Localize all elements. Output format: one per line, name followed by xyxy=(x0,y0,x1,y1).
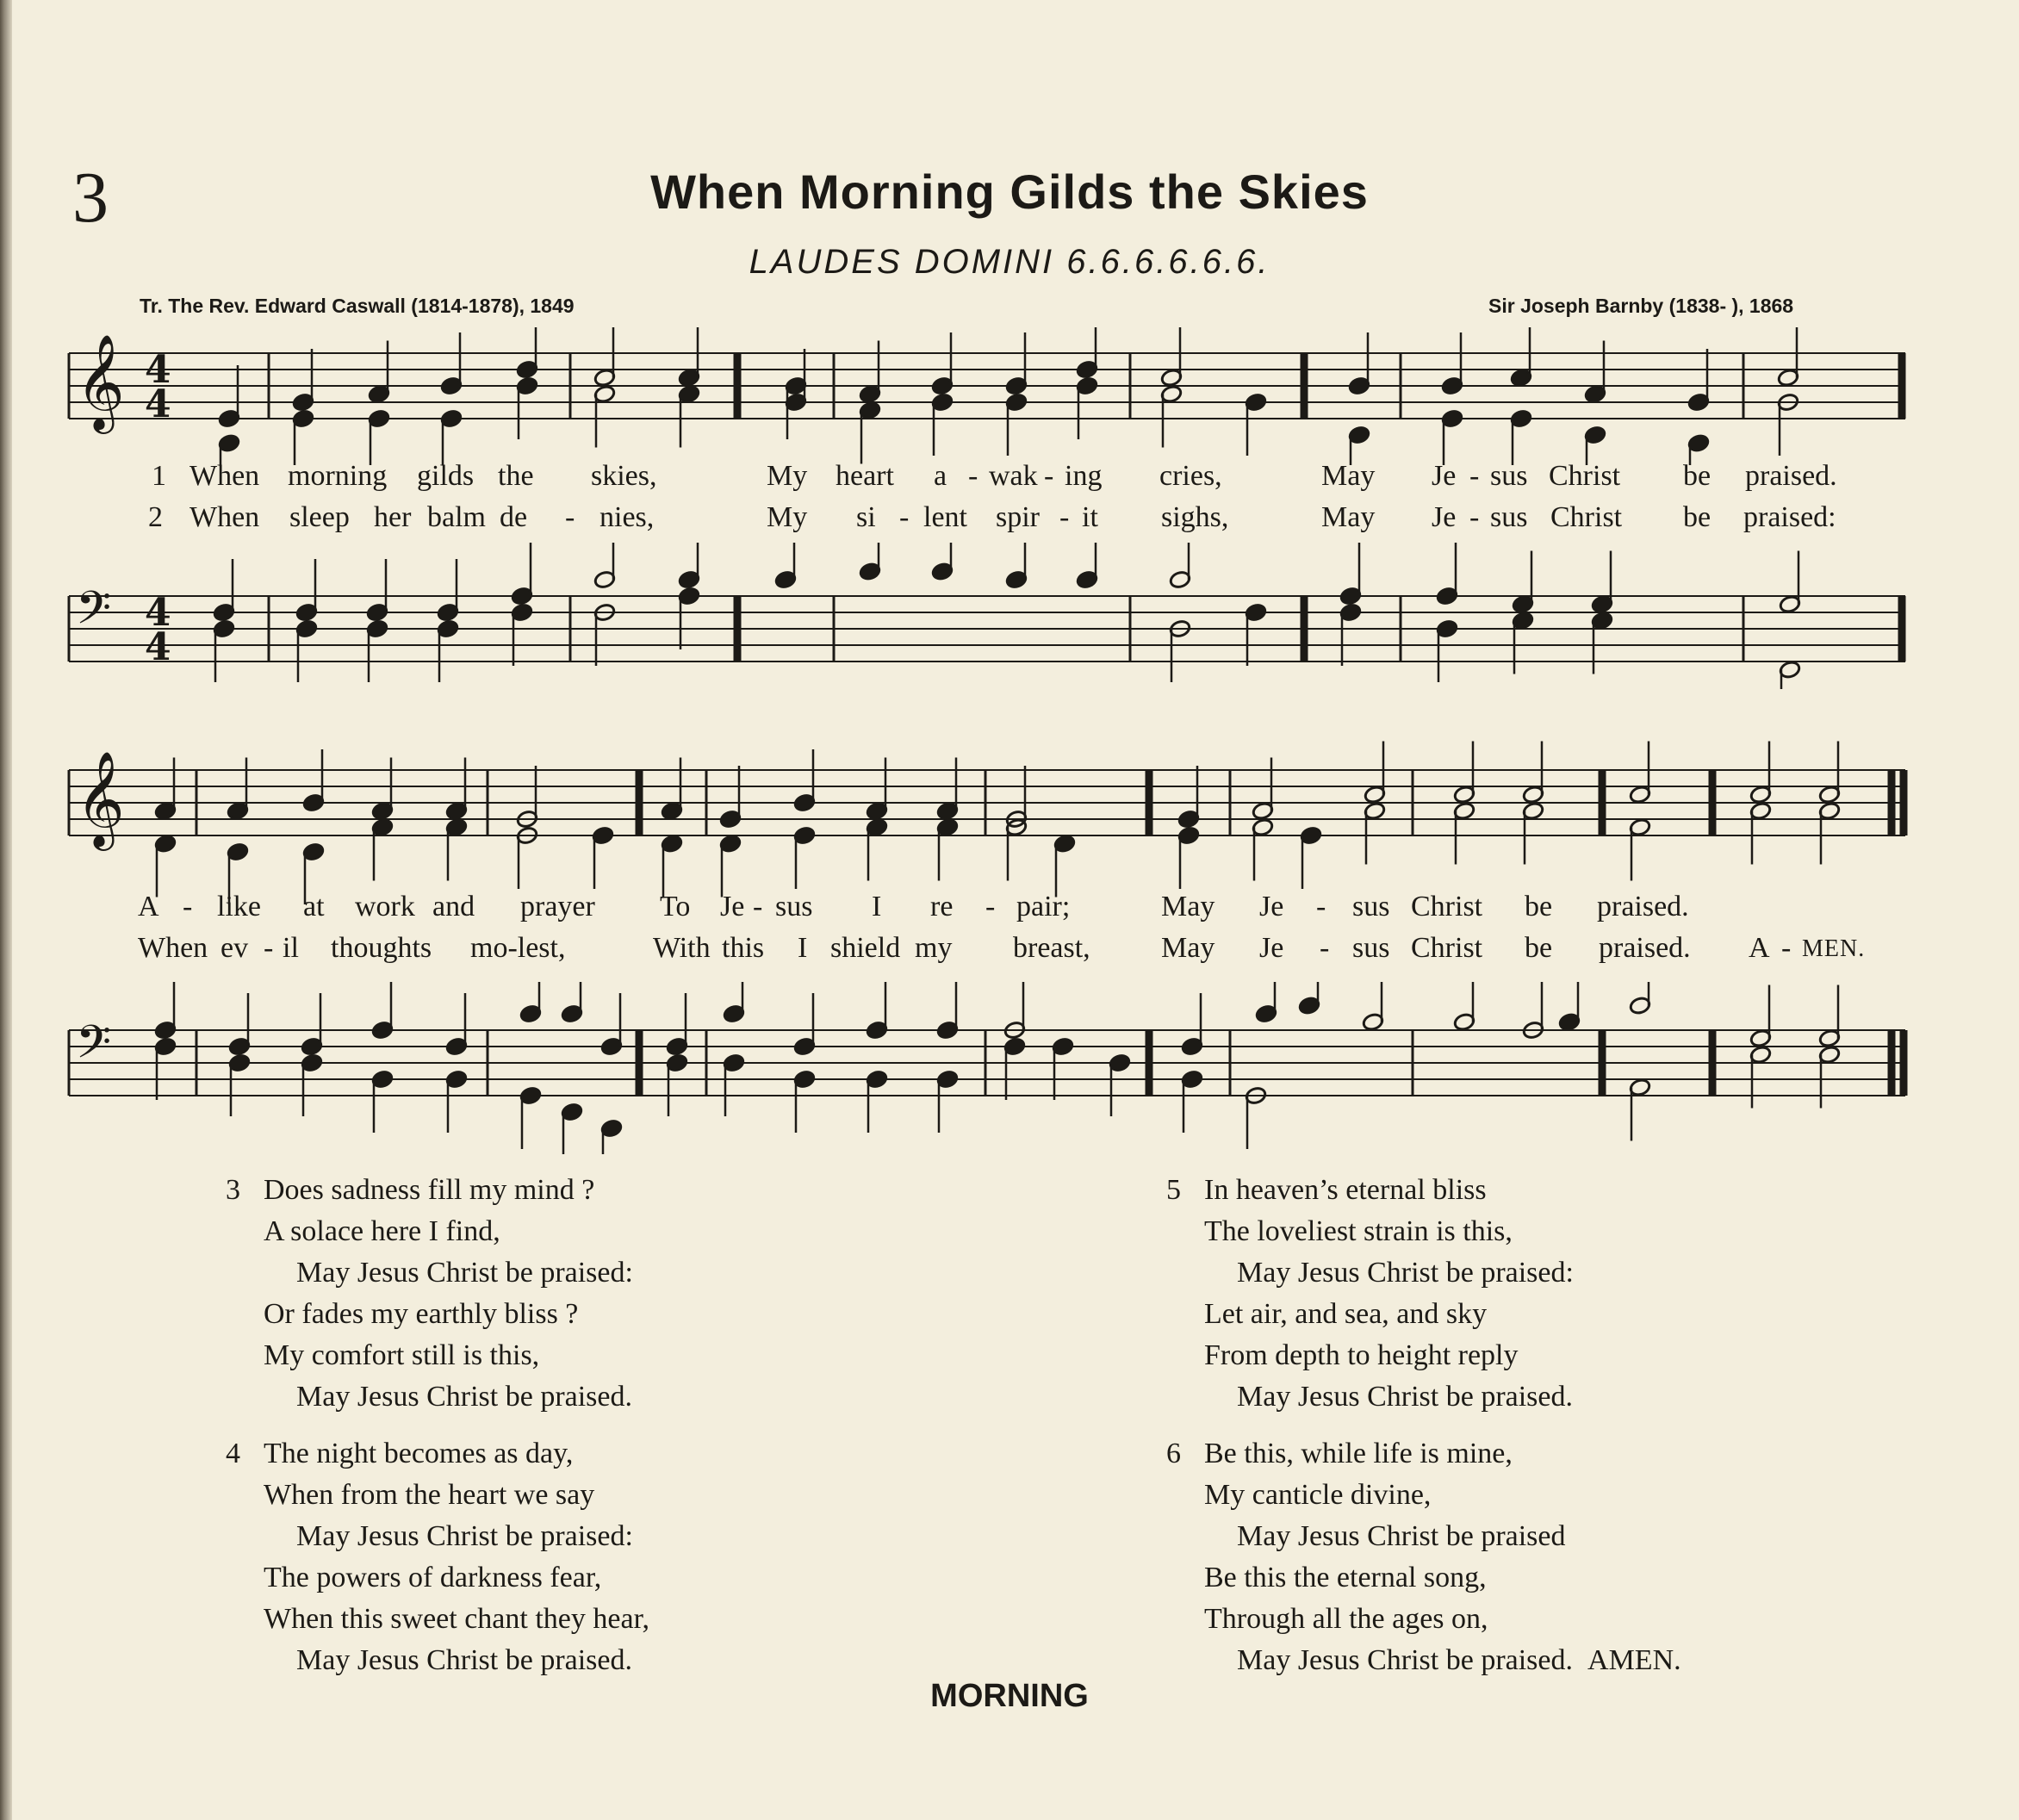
system1-treble-staff xyxy=(0,327,2019,465)
svg-text:4: 4 xyxy=(145,625,171,669)
stanza-3: 3 Does sadness fill my mind ? A solace here I find, May Jesus Christ be praised: Or fades my earthly bliss ? My comfort still is this, May Jesus Christ be praised. xyxy=(226,1174,633,1413)
system2-verse2-lyrics: When ev - il thoughts mo-lest, With this I shield my breast, May Je - sus Christ be praised. A - MEN. xyxy=(138,932,1866,964)
hymn-title: When Morning Gilds the Skies xyxy=(650,165,1369,219)
svg-text:4: 4 xyxy=(145,382,171,426)
tune-name: LAUDES DOMINI 6.6.6.6.6.6. xyxy=(749,243,1270,281)
svg-text:4: 4 xyxy=(145,348,171,392)
stanza-4: 4 The night becomes as day, When from the heart we say May Jesus Christ be praised: The powers of darkness fear, When this sweet chant they hear, May Jesus Christ be praised. xyxy=(226,1438,650,1676)
translator-credit: Tr. The Rev. Edward Caswall (1814-1878), 1849 xyxy=(140,295,575,317)
treble-clef-icon: 𝄞 xyxy=(76,750,125,847)
hymn-number: 3 xyxy=(72,158,109,238)
section-footer: MORNING xyxy=(930,1678,1089,1714)
composer-credit: Sir Joseph Barnby (1838- ), 1868 xyxy=(1488,295,1794,317)
treble-clef-icon: 𝄞 xyxy=(76,333,125,430)
stanza-5: 5 In heaven’s eternal bliss The loveliest strain is this, May Jesus Christ be praised: Let air, and sea, and sky From depth to height reply May Jesus Christ be praised. xyxy=(1166,1174,1574,1413)
system1-verse1-lyrics: 1 When morning gilds the skies, My heart a - wak - ing cries, May Je - sus Christ be praised. xyxy=(152,460,1837,492)
bass-clef-icon: 𝄢 xyxy=(76,582,112,646)
stanza-6: 6 Be this, while life is mine, My canticle divine, May Jesus Christ be praised Be this the eternal song, Through all the ages on, May Jesus Christ be praised. AMEN. xyxy=(1166,1438,1681,1676)
amen-label: AMEN. xyxy=(1587,1644,1681,1676)
system2-bass-staff xyxy=(0,982,2019,1154)
svg-text:4: 4 xyxy=(145,591,171,635)
bass-clef-icon: 𝄢 xyxy=(76,1016,112,1080)
system1-verse2-lyrics: 2 When sleep her balm de - nies, My si - lent spir - it sighs, May Je - sus Christ be praised: xyxy=(148,501,1836,533)
system1-bass-staff xyxy=(0,543,2019,689)
stanza-6-last-line: May Jesus Christ be praised. xyxy=(1237,1644,1574,1676)
system2-verse1-lyrics: A - like at work and prayer To Je - sus I re - pair; May Je - sus Christ be praised. xyxy=(138,891,1689,922)
system2-treble-staff xyxy=(0,732,2019,904)
